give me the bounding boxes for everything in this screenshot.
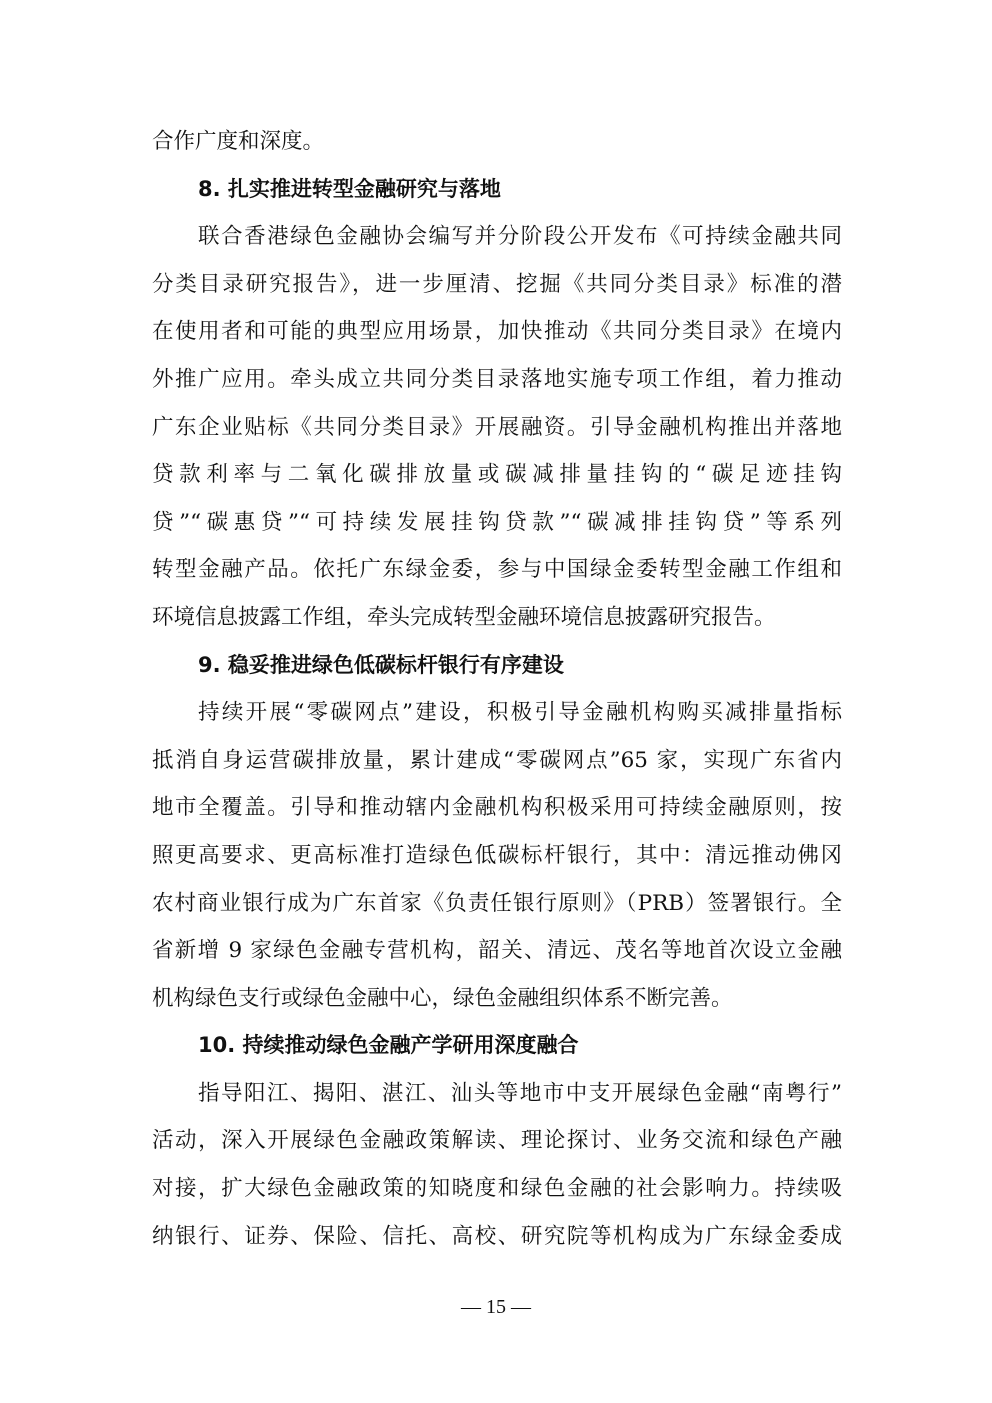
paragraph-line: 广东企业贴标《共同分类目录》开展融资。引导金融机构推出并落地	[152, 414, 842, 440]
paragraph-line: 贷”“碳惠贷”“可持续发展挂钩贷款”“碳减排挂钩贷”等系列	[152, 509, 842, 535]
paragraph-line: 转型金融产品。依托广东绿金委，参与中国绿金委转型金融工作组和	[152, 557, 842, 583]
section-10-heading: 10. 持续推动绿色金融产学研用深度融合	[198, 1033, 579, 1058]
paragraph-line: 联合香港绿色金融协会编写并分阶段公开发布《可持续金融共同	[198, 224, 842, 250]
paragraph-line: 持续开展“零碳网点”建设，积极引导金融机构购买减排量指标	[198, 700, 842, 726]
paragraph-line: 抵消自身运营碳排放量，累计建成“零碳网点”65 家，实现广东省内	[152, 747, 842, 773]
paragraph-line: 农村商业银行成为广东首家《负责任银行原则》（PRB）签署银行。全	[152, 890, 842, 916]
paragraph-line: 分类目录研究报告》，进一步厘清、挖掘《共同分类目录》标准的潜	[152, 271, 842, 297]
section-9-heading: 9. 稳妥推进绿色低碳标杆银行有序建设	[198, 652, 564, 677]
paragraph-line: 地市全覆盖。引导和推动辖内金融机构积极采用可持续金融原则，按	[152, 795, 842, 821]
page-number: — 15 —	[461, 1296, 531, 1318]
paragraph-line: 环境信息披露工作组，牵头完成转型金融环境信息披露研究报告。	[152, 604, 776, 630]
intro-line: 合作广度和深度。	[152, 129, 325, 154]
paragraph-line: 机构绿色支行或绿色金融中心，绿色金融组织体系不断完善。	[152, 985, 733, 1011]
section-8-heading: 8. 扎实推进转型金融研究与落地	[198, 176, 501, 201]
paragraph-line: 纳银行、证券、保险、信托、高校、研究院等机构成为广东绿金委成	[152, 1223, 842, 1249]
paragraph-line: 省新增 9 家绿色金融专营机构，韶关、清远、茂名等地首次设立金融	[152, 938, 842, 964]
paragraph-line: 指导阳江、揭阳、湛江、汕头等地市中支开展绿色金融“南粤行”	[198, 1080, 842, 1106]
paragraph-line: 对接，扩大绿色金融政策的知晓度和绿色金融的社会影响力。持续吸	[152, 1176, 842, 1202]
paragraph-line: 活动，深入开展绿色金融政策解读、理论探讨、业务交流和绿色产融	[152, 1128, 842, 1154]
paragraph-line: 外推广应用。牵头成立共同分类目录落地实施专项工作组，着力推动	[152, 366, 842, 392]
paragraph-line: 贷款利率与二氧化碳排放量或碳减排量挂钩的“碳足迹挂钩	[152, 462, 842, 488]
paragraph-line: 照更高要求、更高标准打造绿色低碳标杆银行，其中：清远推动佛冈	[152, 842, 842, 868]
document-body	[152, 118, 842, 1260]
paragraph-line: 在使用者和可能的典型应用场景，加快推动《共同分类目录》在境内	[152, 319, 842, 345]
